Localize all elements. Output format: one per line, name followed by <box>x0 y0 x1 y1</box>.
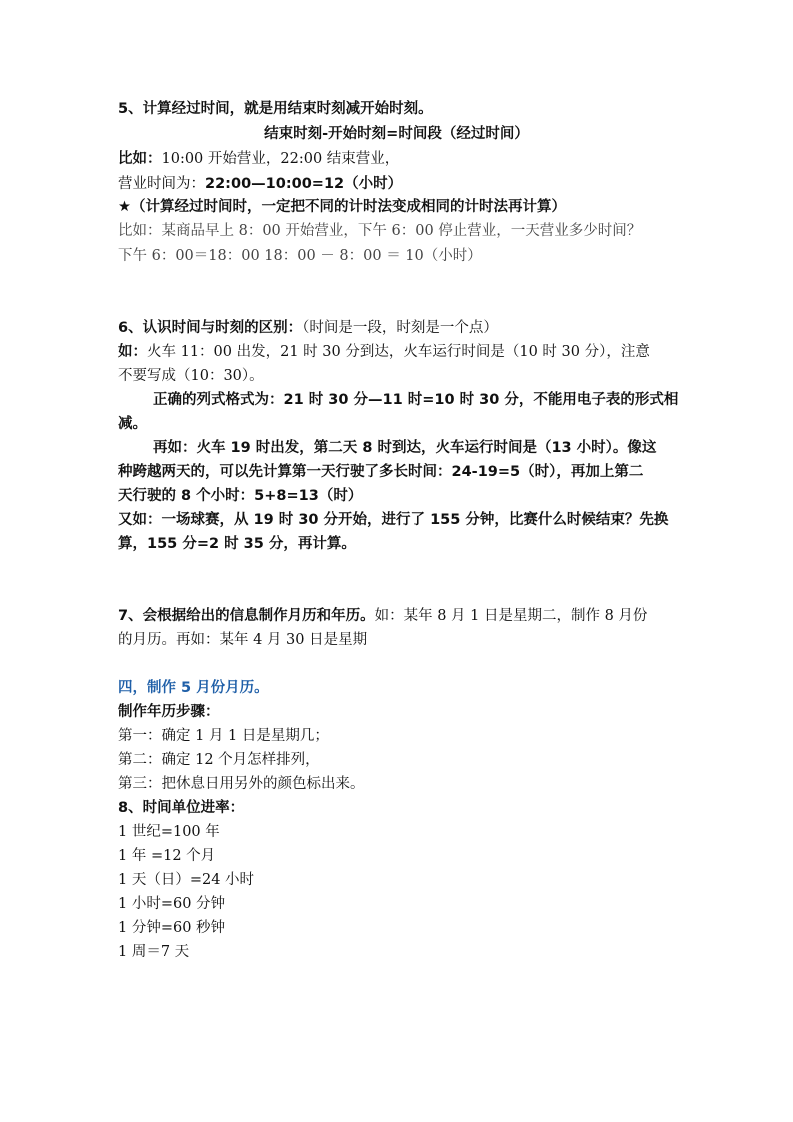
section-6-again-line-3: 天行驶的 8 个小时：5+8=13（时） <box>118 488 363 504</box>
time-unit-item: 1 小时=60 分钟 <box>118 896 226 912</box>
section-5-example-2 <box>118 174 402 194</box>
section-5-formula: 结束时刻-开始时刻=时间段（经过时间） <box>264 126 529 142</box>
title-bold: 6、认识时间与时刻的区别： <box>118 320 303 336</box>
section-6-also-line-2: 算，155 分=2 时 35 分，再计算。 <box>118 536 356 552</box>
title-rest: （时间是一段，时刻是一个点） <box>302 320 498 336</box>
calendar-step: 第二：确定 12 个月怎样排列， <box>118 752 320 768</box>
section-5-title: 5、计算经过时间，就是用结束时刻减开始时刻。 <box>118 101 433 117</box>
time-unit-item: 1 世纪=100 年 <box>118 824 220 840</box>
example-text: 22:00—10:00=12（小时） <box>205 176 403 192</box>
title-rest: 如：某年 8 月 1 日是星期二，制作 8 月份 <box>374 608 648 624</box>
section-6-example-line-2: 不要写成（10：30）。 <box>118 368 264 384</box>
example-text: 10:00 开始营业，22:00 结束营业， <box>161 151 400 167</box>
section-6-title <box>118 318 498 338</box>
time-unit-item: 1 周＝7 天 <box>118 944 190 960</box>
calendar-steps-title: 制作年历步骤： <box>118 704 220 720</box>
section-5-example-3: 比如：某商品早上 8：00 开始营业，下午 6：00 停止营业，一天营业多少时间？ <box>118 223 642 239</box>
section-6-example-line-1 <box>118 342 650 362</box>
example-text: 火车 11：00 出发，21 时 30 分到达，火车运行时间是（10 时 30 分），注意 <box>147 344 650 360</box>
title-bold: 7、会根据给出的信息制作月历和年历。 <box>118 608 375 624</box>
time-unit-item: 1 年 =12 个月 <box>118 848 216 864</box>
example-label: 如： <box>118 344 147 360</box>
time-unit-item: 1 天（日）=24 小时 <box>118 872 255 888</box>
calendar-step: 第一：确定 1 月 1 日是星期几； <box>118 728 329 744</box>
section-5-star-note: ★（计算经过时间时，一定把不同的计时法变成相同的计时法再计算） <box>118 199 566 215</box>
section-four-title: 四，制作 5 月份月历。 <box>118 680 269 696</box>
example-label: 比如： <box>118 151 162 167</box>
section-8-title: 8、时间单位进率： <box>118 800 245 816</box>
section-7-line-1 <box>118 606 647 626</box>
section-7-line-2: 的月历。再如：某年 4 月 30 日是星期 <box>118 632 368 648</box>
time-unit-item: 1 分钟=60 秒钟 <box>118 920 226 936</box>
section-6-again-line-2: 种跨越两天的，可以先计算第一天行驶了多长时间：24-19=5（时），再加上第二 <box>118 464 644 480</box>
section-6-correct-line-2: 减。 <box>118 416 147 432</box>
section-5-example-1 <box>118 149 399 169</box>
section-6-again-line-1: 再如：火车 19 时出发，第二天 8 时到达，火车运行时间是（13 小时）。像这 <box>153 440 657 456</box>
example-label: 营业时间为： <box>118 176 205 192</box>
calendar-step: 第三：把休息日用另外的颜色标出来。 <box>118 776 365 792</box>
section-6-correct-line-1: 正确的列式格式为：21 时 30 分—11 时=10 时 30 分，不能用电子表的形式相 <box>153 392 679 408</box>
section-5-example-4: 下午 6：00＝18：00 18：00 － 8：00 ＝ 10（小时） <box>118 248 482 264</box>
section-6-also-line-1: 又如：一场球赛，从 19 时 30 分开始，进行了 155 分钟，比赛什么时候结束？先换 <box>118 512 669 528</box>
